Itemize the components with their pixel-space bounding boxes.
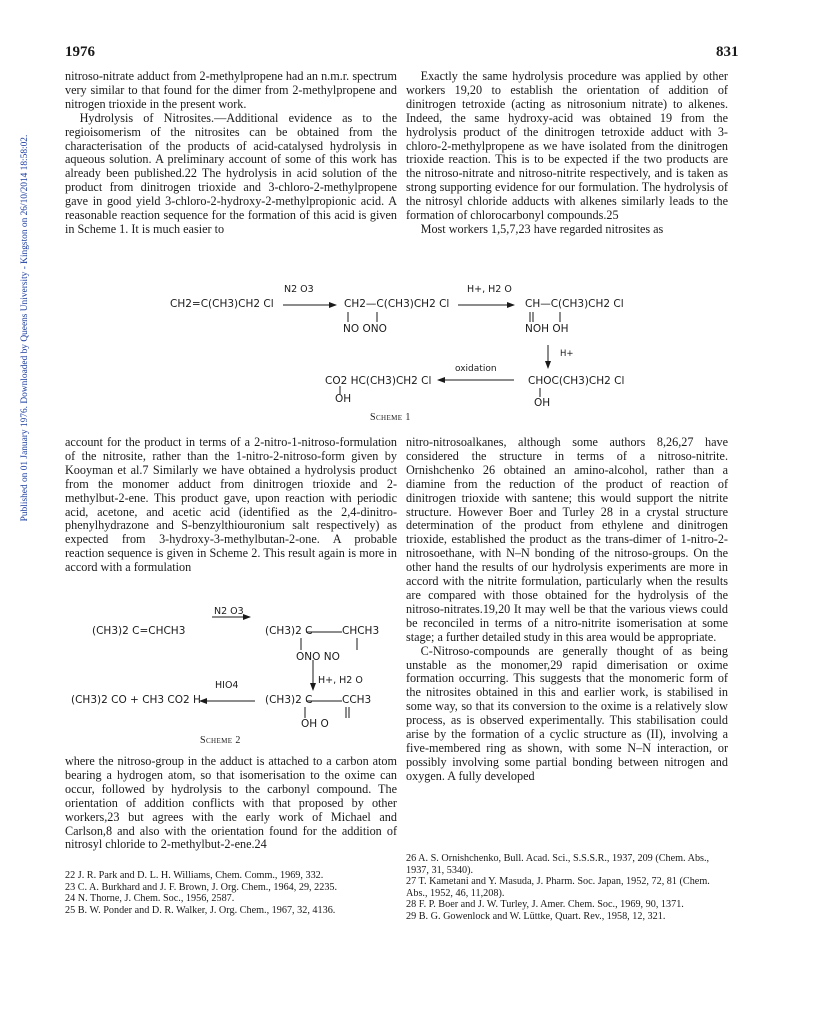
scheme1-reagent: oxidation bbox=[455, 364, 497, 374]
footnote: 26 A. S. Ornishchenko, Bull. Acad. Sci., S.S.S.R., 1937, 209 (Chem. Abs., 1937, 31, 5340). bbox=[406, 853, 710, 876]
scheme2-reagent: H+, H2 O bbox=[318, 675, 363, 686]
scheme1-reagent: H+, H2 O bbox=[467, 284, 512, 295]
page-number-left: 1976 bbox=[65, 44, 95, 60]
scheme1-aldehyde: CHOC(CH3)CH2 Cl bbox=[528, 375, 625, 387]
scheme2-adduct-substituents: ONO NO bbox=[296, 651, 340, 663]
footnote: 25 B. W. Ponder and D. R. Walker, J. Org. Chem., 1967, 32, 4136. bbox=[65, 904, 336, 916]
paragraph: Most workers 1,5,7,23 have regarded nitrosites as bbox=[420, 221, 664, 236]
scheme2-adduct-right: CHCH3 bbox=[342, 625, 380, 637]
scheme1-reactant: CH2=C(CH3)CH2 Cl bbox=[170, 298, 274, 310]
paragraph: account for the product in terms of a 2-nitro-1-nitroso-formulation of the nitrosite, rather than the 1-nitro-2-nitroso-form given by Kooyman et al.7 Similarly we have obtained a hydrolysis product from the monomer adduct from dinitrogen trioxide and 2-methylbut-2-ene. This product gave, upon reaction with periodic acid, acetone, and acetic acid (identified as the 2,4-dinitro-phenylhydrazone and S-benzylthiouronium salt respectively) as expected from 3-hydroxy-3-methylbutan-2-one. A probable reaction sequence is given in Scheme 2. This result again is more in accord with a formulation bbox=[65, 435, 397, 575]
footnote: 22 J. R. Park and D. L. H. Williams, Chem. Comm., 1969, 332. bbox=[65, 870, 324, 881]
paragraph: nitroso-nitrate adduct from 2-methylpropene had an n.m.r. spectrum very similar to that found for the dimer from 2-methylpropene and nitrogen trioxide in the present work. bbox=[65, 69, 397, 111]
scheme1-caption: Scheme 1 bbox=[370, 412, 411, 423]
footnote: 27 T. Kametani and Y. Masuda, J. Pharm. Soc. Japan, 1952, 72, 81 (Chem. Abs., 1952, 46, 11,208). bbox=[406, 876, 710, 899]
scheme2-products: (CH3)2 CO + CH3 CO2 H bbox=[71, 694, 201, 706]
scheme1-acid: CO2 HC(CH3)CH2 Cl bbox=[325, 375, 432, 387]
scheme1-nitrosite-substituents: NO ONO bbox=[343, 323, 387, 335]
scheme2-caption: Scheme 2 bbox=[200, 735, 241, 746]
footnote: 29 B. G. Gowenlock and W. Lüttke, Quart. Rev., 1958, 12, 321. bbox=[406, 910, 666, 922]
page-number-right: 831 bbox=[716, 44, 739, 60]
download-watermark: Published on 01 January 1976. Downloaded by Queens University - Kingston on 26/10/2014 18:58:02. bbox=[20, 134, 30, 522]
scheme2-adduct-left: (CH3)2 C bbox=[265, 625, 313, 637]
paragraph: where the nitroso-group in the adduct is attached to a carbon atom bearing a hydrogen atom, so that isomerisation to the oxime can occur, followed by hydrolysis to the carbonyl compound. The orientation of addition conflicts with that proposed by other workers,23 but agrees with the early work of Michael and Carlson,8 and also with the orientation found for the addition of nitrosyl chloride to 2-methylbut-2-ene.24 bbox=[65, 754, 397, 852]
scheme2-reagent: N2 O3 bbox=[214, 606, 244, 617]
scheme2-reactant: (CH3)2 C=CHCH3 bbox=[92, 625, 186, 637]
right-column-middle bbox=[406, 436, 728, 784]
scheme2-ketol-substituents: OH O bbox=[301, 718, 329, 730]
paragraph: nitro-nitrosoalkanes, although some authors 8,26,27 have considered the structure in terms of a nitroso-nitrite. Ornishchenko 26 obtained an amino-alcohol, rather than a diamine from the reduction of the product of reaction of dinitrogen trioxide with santene; this would support the nitrite structure. However Boer and Turley 28 in a crystal structure determination of the product from ethylene and dinitrogen trioxide, established the product as the trans-dimer of 1-nitro-2-nitrosoethane, with N–N bonding of the nitroso-groups. On the other hand the results of our hydrolysis experiments are more in accord with the nitrite formulation, particularly when the results are compared with those obtained for the hydrolysis of the nitroso-nitrates.19,20 It may well be that the various views could be reconciled in terms of a nitro-nitrite isomerisation at some stage; a further detailed study in this area would be appropriate. bbox=[406, 435, 728, 644]
paragraph: C-Nitroso-compounds are generally thought of as being unstable as the monomer,29 rapid dimerisation or oxime formation occurring. This suggests that the monomeric form of the nitrosites obtained in this and earlier work, is stabilised in some way, so that its conversion to the oxime is a relatively slow process, as is observed experimentally. This stabilisation could arise by the formation of a cyclic structure as (II), involving a five-membered ring as shown, with some N–N interaction, or possibly involving some partial bonding between nitrogen and oxygen. A fully developed bbox=[406, 643, 728, 783]
scheme1-reagent: N2 O3 bbox=[284, 284, 314, 295]
scheme1-nitrosite: CH2—C(CH3)CH2 Cl bbox=[344, 298, 450, 310]
paragraph: Hydrolysis of Nitrosites.—Additional evidence as to the regioisomerism of the nitrosites can be obtained from the characterisation of the products of acid-catalysed hydrolysis in aqueous solution. A preliminary account of some of this work has already been published.22 The hydrolysis in acid solution of the product from dinitrogen trioxide and 3-chloro-2-methylpropene gave in good yield 3-chloro-2-hydroxy-2-methylpropionic acid. A reasonable reaction sequence for the formation of this acid is given in Scheme 1. It is much easier to bbox=[65, 110, 397, 236]
scheme1-oxime-substituents: NOH OH bbox=[525, 323, 569, 335]
footnotes-right bbox=[406, 853, 728, 923]
scheme2-reagent: HIO4 bbox=[215, 680, 239, 691]
scheme2-ketol-left: (CH3)2 C bbox=[265, 694, 313, 706]
footnote: 28 F. P. Boer and J. W. Turley, J. Amer. Chem. Soc., 1969, 90, 1371. bbox=[406, 899, 684, 911]
footnote: 24 N. Thorne, J. Chem. Soc., 1956, 2587. bbox=[65, 893, 235, 905]
footnote: 23 C. A. Burkhard and J. F. Brown, J. Org. Chem., 1964, 29, 2235. bbox=[65, 881, 338, 893]
scheme1-aldehyde-oh: OH bbox=[534, 397, 551, 409]
footnotes-left bbox=[65, 870, 397, 916]
scheme1-acid-oh: OH bbox=[335, 393, 352, 405]
scheme2-ketol-right: CCH3 bbox=[342, 694, 372, 706]
paragraph: Exactly the same hydrolysis procedure was applied by other workers 19,20 to establish the orientation of addition of dinitrogen tetroxide (acting as nitrosonium nitrate) to alkenes. Indeed, the same hydroxy-acid was obtained 19 from the hydrolysis product of the dinitrogen tetroxide adduct with 3-chloro-2-methylpropene as we have isolated from the dinitrogen trioxide reaction. This is to be expected if the two products are the nitroso-nitrate and nitroso-nitrite respectively, and is taken as strong supporting evidence for our formulation. The hydrolysis of the nitrosyl chloride adducts with alkenes similarly leads to the formation of chlorocarbonyl compounds.25 bbox=[406, 69, 728, 223]
left-column-middle bbox=[65, 436, 397, 575]
scheme1-oxime: CH—C(CH3)CH2 Cl bbox=[525, 298, 624, 310]
left-column-bottom bbox=[65, 755, 397, 852]
scheme1-reagent: H+ bbox=[560, 349, 574, 359]
